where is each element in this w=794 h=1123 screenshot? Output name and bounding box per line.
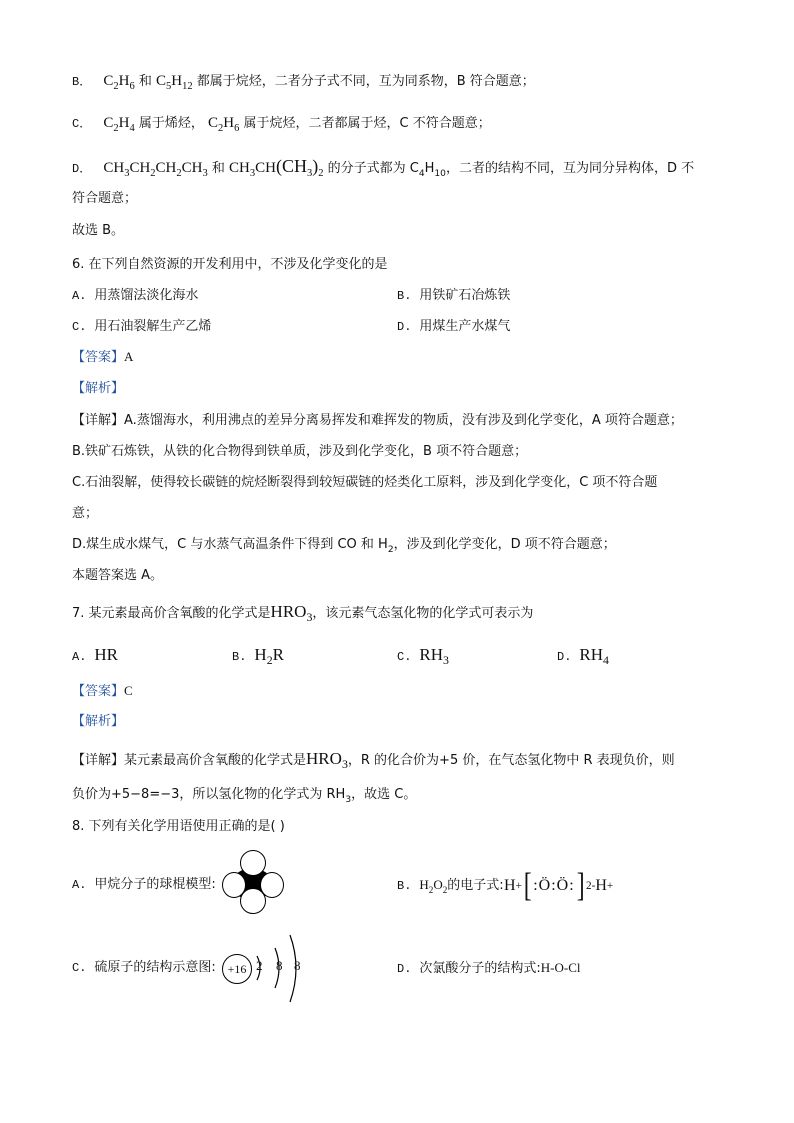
q5-explanation-d: D． $CH_3CH_2CH_2CH_3$ 和 $CH_3CH(CH_3)_2$ 的分子式都为 $C_4H_{10}$，二者的结构不同，互为同分异构体，D 不 (72, 156, 695, 179)
q6-detail-c: C.石油裂解，使得较长碳链的烷烃断裂得到较短碳链的烃类化工原料，涉及到化学变化，C 项不符合题 (72, 475, 658, 490)
q6-answer (72, 348, 133, 367)
formula-c5h12: $C_5H_{12}$ (156, 73, 193, 92)
q7-option-b: B. $H_2R$ (232, 645, 284, 667)
q5-explanation-d-cont: 符合题意； (72, 191, 138, 206)
q8-option-b: B. $H_2O_2$的电子式: (397, 877, 504, 895)
h2o2-electron-formula: H + [ :Ö:Ö: ] 2- H + (504, 867, 614, 904)
q6-analysis-tag: 【解析】 (72, 381, 125, 396)
q7-answer (72, 682, 133, 701)
q6-detail-c-cont: 意； (72, 506, 99, 521)
shell-3-count: 8 (294, 958, 301, 973)
q7-option-c: C. $RH_3$ (397, 645, 449, 667)
formula-c2h6: $C_2H_6$ (103, 73, 135, 92)
answer-tag: 【答案】 (72, 350, 125, 365)
q6-option-c: C. 用石油裂解生产乙烯 (72, 319, 212, 334)
detail-tag: 【详解】 (72, 413, 125, 428)
q6-detail-a: 【详解】A.蒸馏海水，利用沸点的差异分离易挥发和难挥发的物质，没有涉及到化学变化，A 项符合题意； (72, 413, 683, 428)
q5-explanation-c: C． $C_2H_4$ 属于烯烃， $C_2H_6$ 属于烷烃，二者都属于烃，C 不符合题意； (72, 115, 491, 134)
q7-stem: 7. 某元素最高价含氧酸的化学式是$HRO_3$，该元素气态氢化物的化学式可表示为 (72, 602, 534, 624)
answer-tag: 【答案】 (72, 684, 125, 699)
formula-c2h4: $C_2H_4$ (103, 115, 135, 134)
q6-option-b: B. 用铁矿石冶炼铁 (397, 288, 511, 303)
detail-tag: 【详解】 (72, 753, 125, 768)
formula-isobutane: $CH_3CH(CH_3)_2$ (229, 156, 324, 179)
q8-option-d: D. 次氯酸分子的结构式:H-O-Cl (397, 960, 581, 976)
shell-1-count: 2 (256, 958, 263, 973)
q7-detail-cont: 负价为+5−8=−3，所以氢化物的化学式为 $RH_3$，故选 C。 (72, 787, 417, 805)
q6-option-d: D. 用煤生产水煤气 (397, 319, 511, 334)
formula-c2h6: $C_2H_6$ (208, 115, 240, 134)
q6-detail-b: B.铁矿石炼铁，从铁的化合物得到铁单质，涉及到化学变化，B 项不符合题意； (72, 444, 528, 459)
shell-2-count: 8 (276, 958, 283, 973)
answer-value: A (124, 349, 134, 364)
q5-explanation-b: B． $C_2H_6$ 和 $C_5H_{12}$ 都属于烷烃，二者分子式不同，互为同系物，B 符合题意； (72, 73, 535, 92)
formula-butane: $CH_3CH_2CH_2CH_3$ (103, 160, 208, 179)
q8-option-a: A. 甲烷分子的球棍模型: (72, 877, 216, 892)
q6-detail-d: D.煤生成水煤气，C 与水蒸气高温条件下得到 CO 和 $H_2$，涉及到化学变化，D 项不符合题意； (72, 537, 616, 555)
q7-detail: 【详解】某元素最高价含氧酸的化学式是$HRO_3$，R 的化合价为+5 价，在气态氢化物中 R 表现负价，则 (72, 749, 675, 771)
sulfur-atom-structure-diagram (222, 930, 312, 1005)
q7-option-a: A. HR (72, 645, 119, 664)
q8-option-c: C. 硫原子的结构示意图: (72, 960, 216, 975)
answer-value: C (124, 683, 133, 698)
formula-hro3: $HRO_3$ (270, 602, 313, 624)
q6-option-a: A. 用蒸馏法淡化海水 (72, 288, 199, 303)
methane-ball-stick-model-icon (222, 850, 284, 916)
q5-conclusion: 故选 B。 (72, 223, 125, 238)
nucleus: +16 (222, 954, 252, 984)
q6-stem: 6. 在下列自然资源的开发利用中，不涉及化学变化的是 (72, 257, 388, 272)
q7-analysis-tag: 【解析】 (72, 714, 125, 729)
q6-conclusion: 本题答案选 A。 (72, 568, 164, 583)
q7-option-d: D. $RH_4$ (557, 645, 609, 667)
q8-stem: 8. 下列有关化学用语使用正确的是( ) (72, 819, 285, 834)
